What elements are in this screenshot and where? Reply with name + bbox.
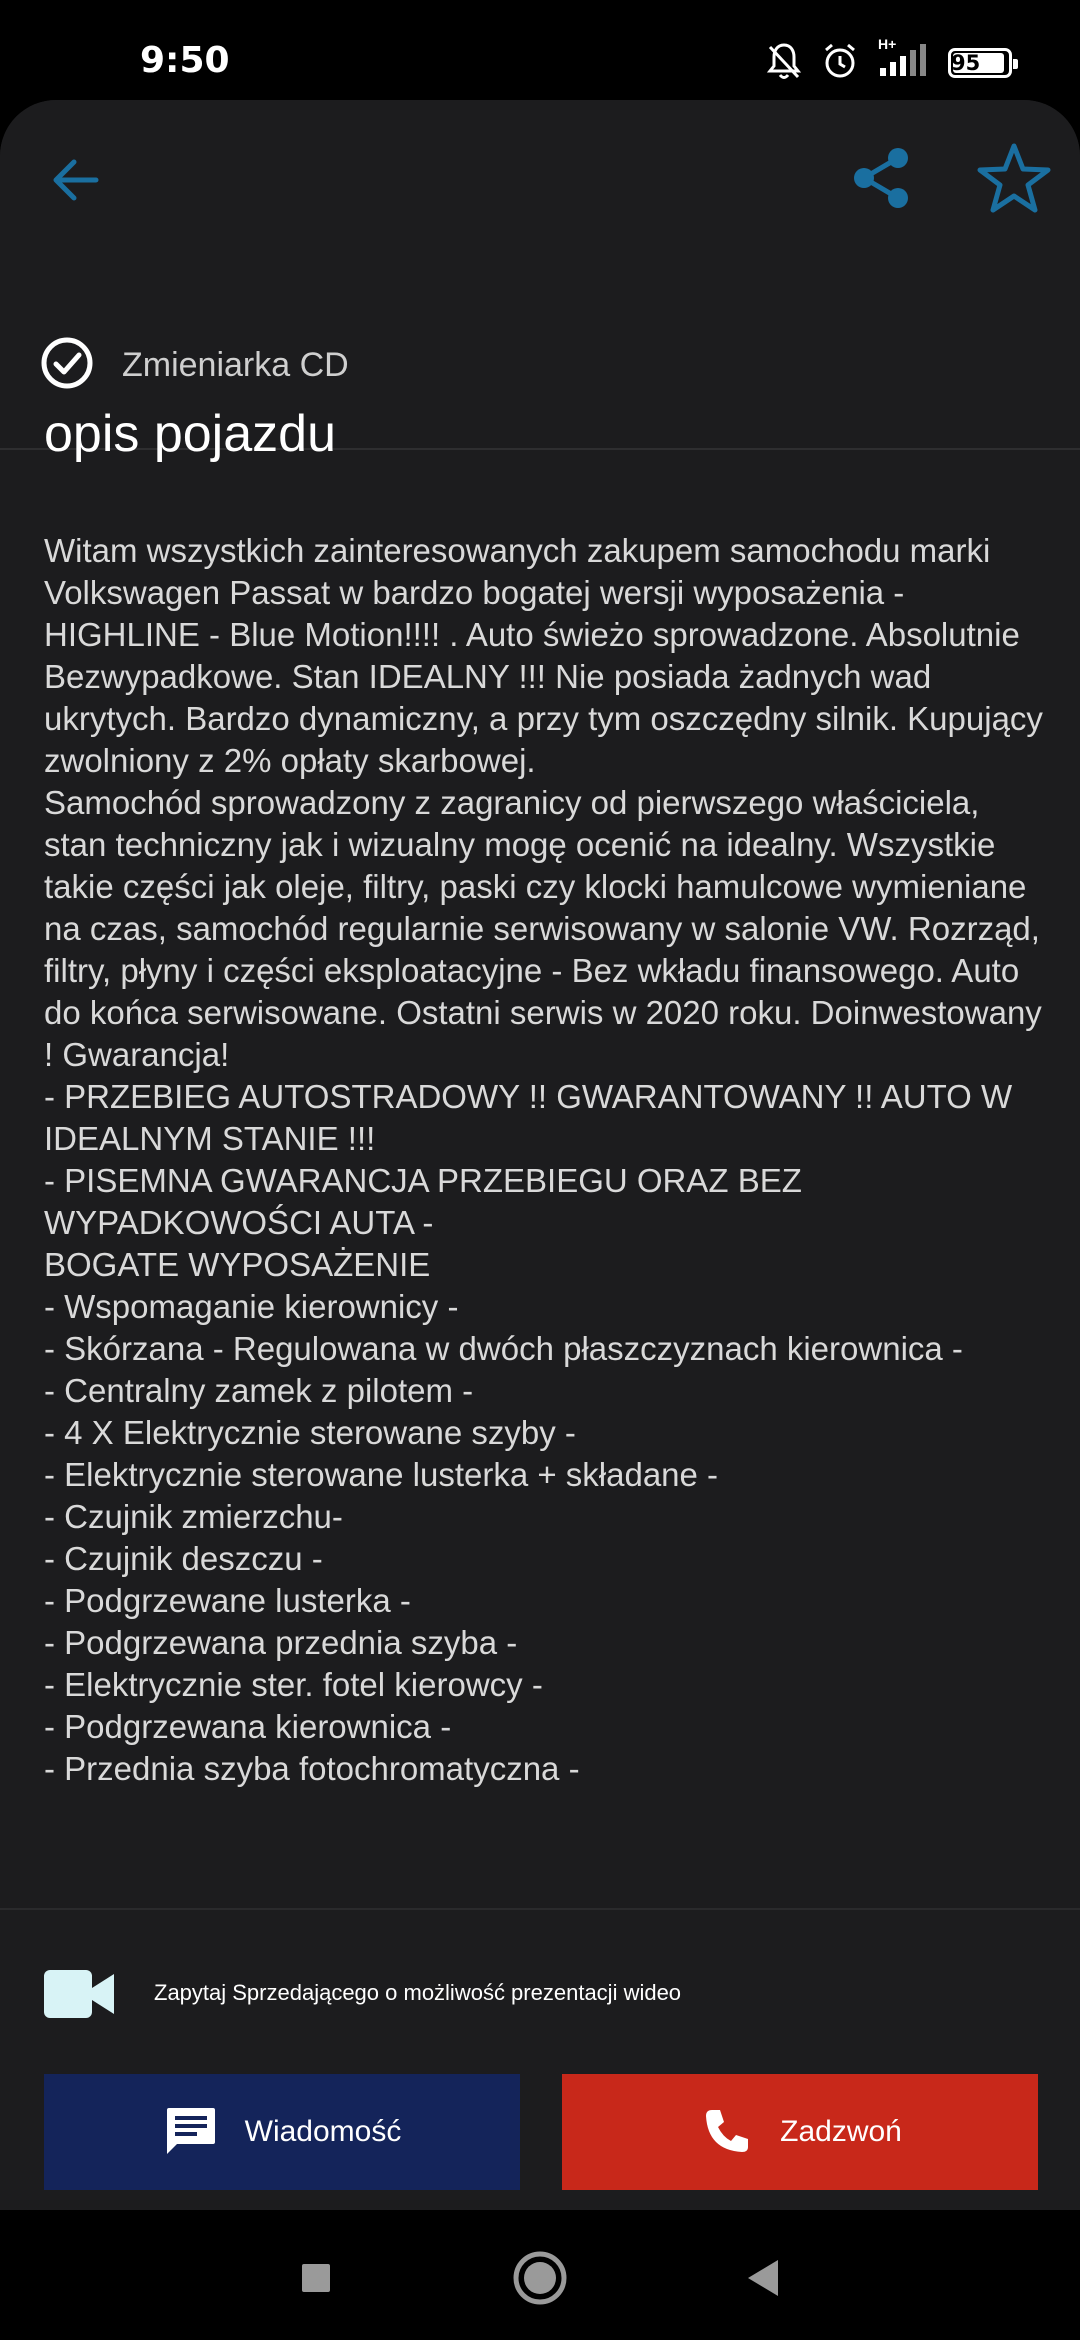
network-type-label: H+ <box>878 35 897 52</box>
battery-icon <box>948 48 1012 78</box>
check-circle-icon <box>40 336 94 390</box>
bottom-action-area <box>0 1908 1080 2210</box>
arrow-left-icon <box>44 148 108 212</box>
back-triangle-icon <box>734 2248 794 2308</box>
recents-button[interactable] <box>286 2248 346 2308</box>
listing-detail-card <box>0 100 1080 2210</box>
back-button-overlay[interactable] <box>44 148 108 212</box>
home-circle-icon <box>510 2248 570 2308</box>
video-presentation-link[interactable]: Zapytaj Sprzedającego o możliwość prezentacji wideo <box>154 1980 682 2005</box>
alarm-icon <box>820 41 860 86</box>
signal-icon <box>878 35 930 83</box>
video-camera-icon <box>44 1968 114 2020</box>
status-bar <box>0 0 1080 100</box>
favorite-button-overlay[interactable] <box>976 140 1052 216</box>
description-text: Witam wszystkich zainteresowanych zakupem samochodu marki Volkswagen Passat w bardzo bogatej wersji wyposażenia - HIGHLINE - Blue Motion!!!! . Auto świeżo sprowadzone. Absolutnie Bezwypadkowe. Stan IDEALNY !!! Nie posiada żadnych wad ukrytych. Bardzo dynamiczny, a przy tym oszczędny silnik. Kupujący zwolniony z 2% opłaty skarbowej. Samochód sprowadzony z zagranicy od pierwszego właściciela, stan techniczny jak i wizualny mogę ocenić na idealny. Wszystkie takie części jak oleje, filtry, paski czy klocki hamulcowe wymieniane na czas, samochód regularnie serwisowany w salonie VW. Rozrząd, filtry, płyny i części eksploatacyjne - Bez wkładu finansowego. Auto do końca serwisowane. Ostatni serwis w 2020 roku. Doinwestowany ! Gwarancja! - PRZEBIEG AUTOSTRADOWY !! GWARANTOWANY !! AUTO W IDEALNYM STANIE !!! - PISEMNA GWARANCJA PRZEBIEGU ORAZ BEZ WYPADKOWOŚCI AUTA - BOGATE WYPOSAŻENIE - Wspomaganie kierownicy - - Skórzana - Regulowana w dwóch płaszczyznach kierownica - - Centralny zamek z pilotem - - 4 X Elektrycznie sterowane szyby - - Elektrycznie sterowane lusterka + składane - - Czujnik zmierzchu- - Czujnik deszczu - - Podgrzewane lusterka - - Podgrzewana przednia szyba - - Elektrycznie ster. fotel kierowcy - - Podgrzewana kierownica - - Przednia szyba fotochromatyczna - <box>44 532 1043 1787</box>
app-bar-background <box>0 100 1080 250</box>
message-icon <box>163 2104 219 2160</box>
message-button[interactable] <box>44 2074 520 2190</box>
share-icon <box>848 144 916 212</box>
navigation-bar <box>0 2210 1080 2340</box>
home-button[interactable] <box>510 2248 570 2308</box>
recents-square-icon <box>286 2248 346 2308</box>
section-title: opis pojazdu <box>44 405 336 463</box>
message-button-label: Wiadomość <box>244 2115 402 2148</box>
star-outline-icon <box>976 140 1052 216</box>
back-nav-button[interactable] <box>734 2248 794 2308</box>
share-button-overlay[interactable] <box>848 144 916 212</box>
call-button-label: Zadzwoń <box>780 2115 902 2148</box>
status-icons <box>748 35 1012 88</box>
description-scroll-area[interactable] <box>0 530 1080 2008</box>
status-time: 9:50 <box>140 40 230 81</box>
phone-icon <box>698 2104 754 2160</box>
bell-off-icon <box>766 41 802 86</box>
call-button[interactable] <box>562 2074 1038 2190</box>
battery-text: 95 <box>951 51 981 75</box>
feature-label: Zmieniarka CD <box>122 346 349 384</box>
